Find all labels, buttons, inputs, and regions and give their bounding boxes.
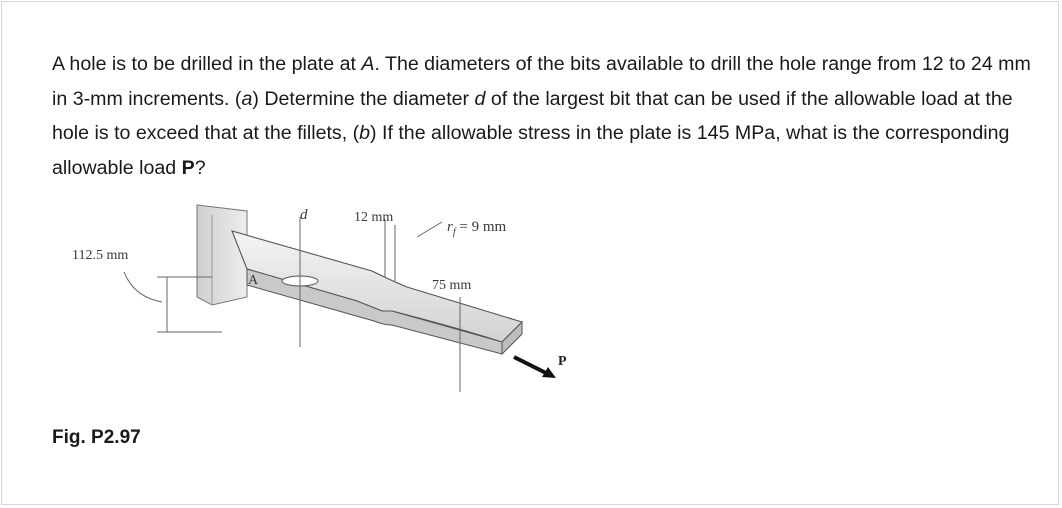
label-width-wide: 112.5 mm <box>72 248 129 263</box>
label-thickness: 12 mm <box>354 210 394 225</box>
var-p-ref: P <box>181 156 195 179</box>
problem-text-2: . The diameters of the bits available to drill the hole range from 12 to 24 mm in 3-mm increments. ( <box>52 53 1031 110</box>
label-d: d <box>300 207 308 223</box>
problem-text-6: ? <box>194 156 206 179</box>
part-a-ref: a <box>241 87 253 110</box>
wide-dim-leader <box>124 272 162 302</box>
var-d-ref: d <box>474 87 486 110</box>
label-a: A <box>248 273 259 288</box>
plate-figure <box>62 197 582 412</box>
problem-text-1: A hole is to be drilled in the plate at <box>52 53 362 75</box>
fillet-leader <box>417 222 442 237</box>
part-b-ref: b <box>359 122 371 144</box>
figure-caption: Fig. P2.97 <box>52 427 141 448</box>
label-width-narrow: 75 mm <box>432 278 472 293</box>
load-arrow <box>514 357 550 375</box>
label-fillet: $r_f = 9$ mm <box>447 219 507 238</box>
point-a-ref: A <box>361 53 375 75</box>
wall-support <box>197 205 247 305</box>
problem-card <box>1 1 1059 505</box>
problem-text-3: ) Determine the diameter <box>252 87 475 110</box>
problem-statement <box>52 47 1032 185</box>
problem-text-5: ) If the allowable stress in the plate is 145 MPa, what is the corresponding allowable load <box>52 122 1010 179</box>
label-p: P <box>558 354 567 369</box>
problem-text-4: of the largest bit that can be used if the allowable load at the hole is to exceed that at the fillets, ( <box>52 87 1013 144</box>
